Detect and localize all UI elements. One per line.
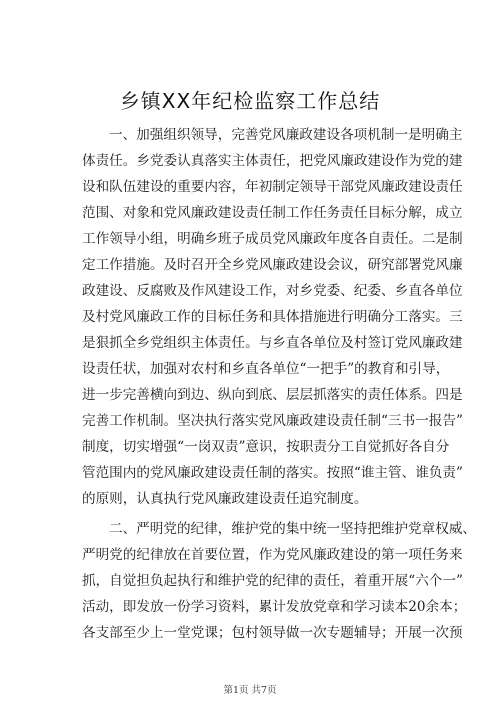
text-line: 二、严明党的纪律，维护党的集中统一坚持把维护党章权威、 xyxy=(109,521,477,537)
paragraph-2 xyxy=(82,516,477,646)
text-line: 完善工作机制。坚决执行落实党风廉政建设责任制“三书一报告” xyxy=(82,413,463,429)
text-line: 各支部至少上一堂党课；包村领导做一次专题辅导；开展一次预 xyxy=(82,625,463,641)
text-line: 设和队伍建设的重要内容，年初制定领导干部党风廉政建设责任 xyxy=(82,179,463,195)
text-line: 严明党的纪律放在首要位置，作为党风廉政建设的第一项任务来 xyxy=(82,547,463,563)
text-line: 工作领导小组，明确乡班子成员党风廉政年度各自责任。二是制 xyxy=(82,231,463,247)
text-line: 抓，自觉担负起执行和维护党的纪律的责任，着重开展“六个一” xyxy=(82,573,463,589)
text-line: 是狠抓全乡党组织主体责任。与乡直各单位及村签订党风廉政建 xyxy=(82,335,463,351)
text-line: 范围、对象和党风廉政建设责任制工作任务责任目标分解，成立 xyxy=(82,205,463,221)
document-body xyxy=(82,122,477,646)
text-line: 体责任。乡党委认真落实主体责任，把党风廉政建设作为党的建 xyxy=(82,153,463,169)
page-footer: 第1页 共7页 xyxy=(223,685,277,696)
text-line: 一、加强组织领导，完善党风廉政建设各项机制一是明确主 xyxy=(109,127,463,143)
text-line: 及村党风廉政工作的目标任务和具体措施进行明确分工落实。三 xyxy=(82,309,463,325)
text-line: 进一步完善横向到边、纵向到底、层层抓落实的责任体系。四是 xyxy=(82,387,463,403)
text-line: 制度，切实增强“一岗双责”意识，按职责分工自觉抓好各自分 xyxy=(82,439,450,455)
text-line: 活动，即发放一份学习资料，累计发放党章和学习读本20余本； xyxy=(82,599,467,615)
text-line: 设责任状，加强对农村和乡直各单位“一把手”的教育和引导， xyxy=(82,361,450,377)
text-line: 管范围内的党风廉政建设责任制的落实。按照“谁主管、谁负责” xyxy=(82,465,463,481)
text-line: 政建设、反腐败及作风建设工作，对乡党委、纪委、乡直各单位 xyxy=(82,283,463,299)
text-line: 的原则，认真执行党风廉政建设责任追究制度。 xyxy=(82,491,368,507)
text-line: 定工作措施。及时召开全乡党风廉政建设会议，研究部署党风廉 xyxy=(82,257,463,273)
document-title: 乡镇XX年纪检监察工作总结 xyxy=(119,89,381,113)
paragraph-1 xyxy=(82,122,463,512)
